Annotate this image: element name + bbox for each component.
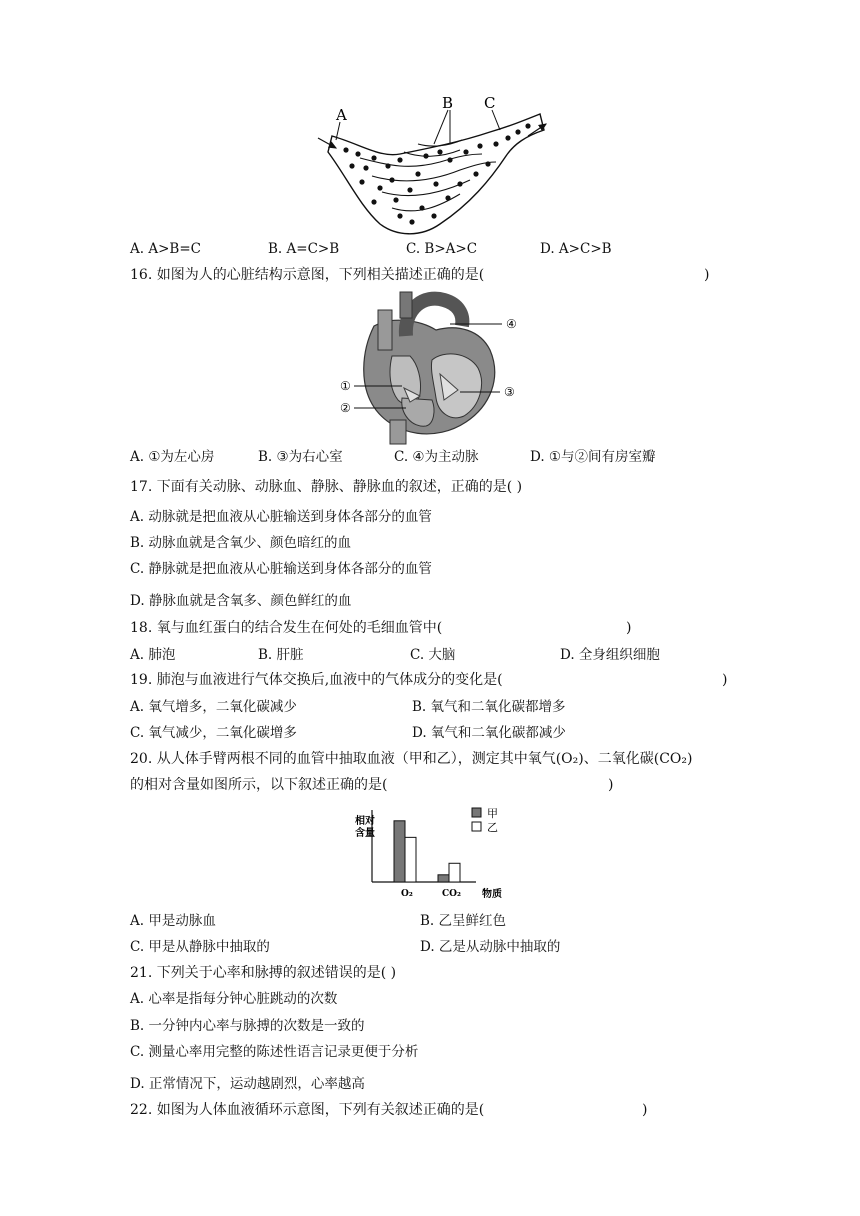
- q21-option-c[interactable]: C. 测量心率用完整的陈述性语言记录更便于分析: [130, 1044, 419, 1060]
- q20-option-d[interactable]: D. 乙是从动脉中抽取的: [420, 939, 561, 955]
- q17-option-d[interactable]: D. 静脉血就是含氧多、颜色鲜红的血: [130, 593, 352, 609]
- q17-option-c[interactable]: C. 静脉就是把血液从心脏输送到身体各部分的血管: [130, 561, 432, 577]
- legend-label-jia: 甲: [487, 807, 498, 820]
- q19-close: ): [722, 672, 728, 688]
- q18-stem: 18. 氧与血红蛋白的结合发生在何处的毛细血管中(: [130, 620, 443, 636]
- bar-co2-yi: [449, 863, 460, 882]
- vessel-diagram: [300, 96, 560, 242]
- q18-option-b[interactable]: B. 肝脏: [258, 647, 304, 663]
- q20-option-a[interactable]: A. 甲是动脉血: [130, 913, 216, 929]
- q19-stem: 19. 肺泡与血液进行气体交换后,血液中的气体成分的变化是(: [130, 672, 503, 688]
- chart-xlabel: 物质: [482, 889, 502, 900]
- q17-option-a[interactable]: A. 动脉就是把血液从心脏输送到身体各部分的血管: [130, 509, 432, 525]
- q18-close: ): [626, 620, 632, 636]
- tick-label-o2: O₂: [401, 889, 413, 899]
- q20-option-b[interactable]: B. 乙呈鲜红色: [420, 913, 507, 929]
- q18-option-d[interactable]: D. 全身组织细胞: [560, 647, 660, 663]
- q21-option-a[interactable]: A. 心率是指每分钟心脏跳动的次数: [130, 991, 338, 1007]
- legend-swatch-yi: [472, 822, 481, 831]
- q21-option-d[interactable]: D. 正常情况下，运动越剧烈，心率越高: [130, 1076, 365, 1092]
- label-c: C: [484, 96, 496, 112]
- q16-option-d[interactable]: D. ①与②间有房室瓣: [530, 449, 656, 465]
- q16-option-c[interactable]: C. ④为主动脉: [394, 449, 479, 465]
- heart-label-2: ②: [340, 401, 351, 415]
- tick-label-co2: CO₂: [442, 889, 461, 899]
- heart-label-4: ④: [506, 317, 517, 331]
- q20-stem-line2: 的相对含量如图所示，以下叙述正确的是(: [130, 777, 388, 793]
- q22-stem: 22. 如图为人体血液循环示意图，下列有关叙述正确的是(: [130, 1102, 485, 1118]
- legend-label-yi: 乙: [487, 821, 498, 834]
- q20-option-c[interactable]: C. 甲是从静脉中抽取的: [130, 939, 270, 955]
- q18-option-a[interactable]: A. 肺泡: [130, 647, 176, 663]
- q20-stem-line1: 20. 从人体手臂两根不同的血管中抽取血液（甲和乙），测定其中氧气(O₂)、二氧化碳(CO₂): [130, 751, 693, 767]
- q15-option-d[interactable]: D. A>C>B: [540, 241, 612, 257]
- q19-option-c[interactable]: C. 氧气减少，二氧化碳增多: [130, 725, 297, 741]
- q18-option-c[interactable]: C. 大脑: [410, 647, 456, 663]
- q19-option-b[interactable]: B. 氧气和二氧化碳都增多: [412, 699, 566, 715]
- q17-option-b[interactable]: B. 动脉血就是含氧少、颜色暗红的血: [130, 535, 352, 551]
- heart-label-3: ③: [504, 385, 515, 399]
- label-a: A: [336, 106, 347, 124]
- bar-o2-jia: [394, 821, 405, 882]
- bar-o2-yi: [405, 837, 416, 882]
- chart-legend: [472, 807, 498, 834]
- bar-co2-jia: [438, 875, 449, 882]
- inflow-arrow: [318, 138, 336, 148]
- q16-close: ): [704, 267, 710, 283]
- q22-close: ): [642, 1102, 648, 1118]
- q15-option-c[interactable]: C. B>A>C: [406, 241, 478, 257]
- q20-close: ): [608, 777, 614, 793]
- blood-cells: [343, 123, 530, 224]
- heart-diagram: [340, 290, 530, 446]
- gas-content-chart: [352, 802, 528, 904]
- q17-stem: 17. 下面有关动脉、动脉血、静脉、静脉血的叙述，正确的是( ): [130, 479, 523, 495]
- q16-stem: 16. 如图为人的心脏结构示意图，下列相关描述正确的是(: [130, 267, 485, 283]
- q16-option-a[interactable]: A. ①为左心房: [130, 449, 215, 465]
- chart-ylabel: 相对含量: [355, 816, 375, 839]
- label-b: B: [442, 96, 454, 112]
- q19-option-d[interactable]: D. 氧气和二氧化碳都减少: [412, 725, 566, 741]
- q21-stem: 21. 下列关于心率和脉搏的叙述错误的是( ): [130, 965, 397, 981]
- q16-option-b[interactable]: B. ③为右心室: [258, 449, 343, 465]
- q21-option-b[interactable]: B. 一分钟内心率与脉搏的次数是一致的: [130, 1018, 365, 1034]
- legend-swatch-jia: [472, 808, 481, 817]
- q19-option-a[interactable]: A. 氧气增多，二氧化碳减少: [130, 699, 297, 715]
- q15-option-b[interactable]: B. A=C>B: [268, 241, 340, 257]
- heart-label-1: ①: [340, 379, 351, 393]
- q15-option-a[interactable]: A. A>B=C: [130, 241, 201, 257]
